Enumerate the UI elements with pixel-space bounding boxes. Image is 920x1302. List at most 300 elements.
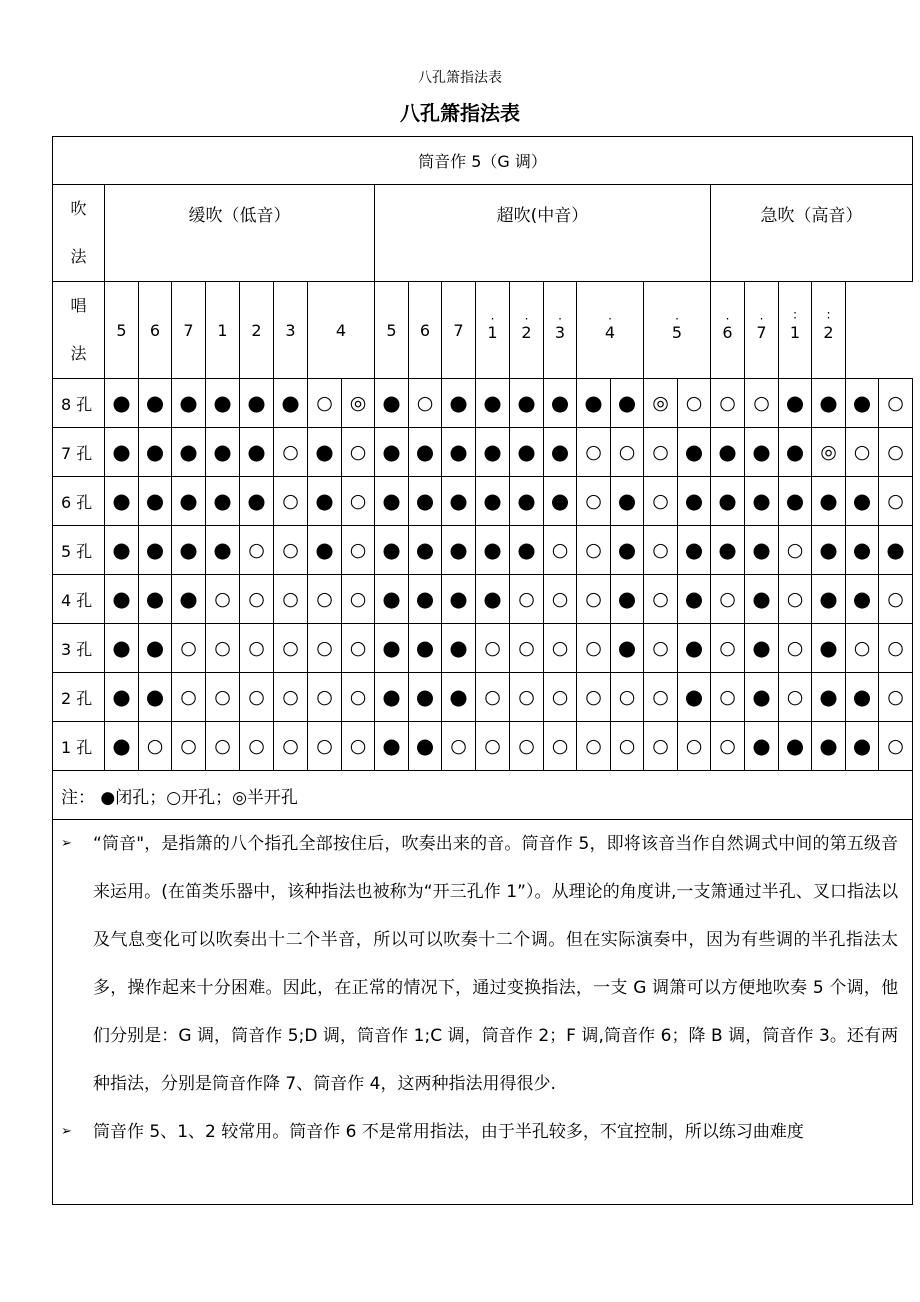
open-hole-icon: ○: [551, 734, 569, 757]
closed-hole-icon: ●: [483, 488, 502, 513]
note-label: 6: [722, 322, 733, 342]
open-hole-icon: ○: [518, 636, 535, 659]
hole-cell: [745, 379, 779, 428]
open-hole-icon: ○: [551, 538, 569, 561]
page-title: 八孔箫指法表: [400, 101, 520, 125]
closed-hole-icon: ●: [483, 439, 502, 464]
hole-cell: [644, 526, 678, 575]
closed-hole-icon: ●: [179, 488, 198, 513]
closed-hole-icon: ●: [145, 439, 165, 464]
open-hole-icon: ○: [753, 391, 770, 414]
hole-cell: [711, 379, 745, 428]
open-hole-icon: ○: [585, 538, 602, 561]
hole-cell: [544, 575, 577, 624]
open-hole-icon: ○: [685, 734, 703, 757]
octave-dot-icon: ·: [608, 311, 612, 326]
closed-hole-icon: ●: [785, 439, 805, 464]
hole-cell: [678, 379, 711, 428]
closed-hole-icon: ●: [449, 586, 468, 611]
hole-cell: [745, 722, 779, 771]
hole-cell: [139, 673, 172, 722]
hole-cell: [308, 624, 342, 673]
hole-cell: [779, 673, 812, 722]
closed-hole-icon: ●: [752, 586, 771, 611]
hole-cell: [544, 673, 577, 722]
explanation-clip: [53, 820, 912, 1204]
hole-cell: [577, 575, 611, 624]
note-header-cell: [544, 282, 577, 379]
hole-cell: [879, 428, 913, 477]
hole-cell: [342, 722, 375, 771]
arrow-bullet-icon: ➢: [61, 836, 72, 851]
open-hole-icon: ○: [652, 734, 669, 757]
closed-hole-icon: ●: [145, 586, 165, 611]
half-open-hole-icon: ◎: [349, 391, 367, 414]
hole-cell: [879, 673, 913, 722]
sing-method-label: [53, 282, 105, 379]
hole-cell: [409, 477, 442, 526]
closed-hole-icon: ●: [112, 488, 131, 513]
hole-cell: [206, 624, 240, 673]
open-hole-icon: ○: [719, 734, 736, 757]
hole-cell: [240, 526, 274, 575]
closed-hole-icon: ●: [785, 390, 805, 415]
closed-hole-icon: ●: [415, 537, 435, 562]
hole-cell: [139, 477, 172, 526]
table-row: [53, 379, 913, 428]
header-small-title: 八孔箫指法表: [418, 70, 502, 86]
closed-hole-icon: ●: [247, 488, 266, 513]
fingering-table: [52, 136, 913, 1205]
hole-cell: [240, 624, 274, 673]
hole-cell: [745, 477, 779, 526]
open-hole-icon: ○: [652, 587, 669, 610]
hole-cell: [711, 477, 745, 526]
hole-cell: [105, 428, 139, 477]
hole-cell: [577, 722, 611, 771]
note-label: 2: [823, 322, 834, 342]
open-hole-icon: ○: [316, 587, 333, 610]
open-hole-icon: ○: [180, 734, 197, 757]
hole-cell: [544, 428, 577, 477]
hole-cell: [711, 428, 745, 477]
open-hole-icon: ○: [282, 636, 299, 659]
hole-cell: [342, 477, 375, 526]
hole-cell: [139, 526, 172, 575]
table-row: [53, 526, 913, 575]
open-hole-icon: ○: [180, 636, 197, 659]
hole-cell: [172, 624, 206, 673]
hole-cell: [476, 673, 510, 722]
closed-hole-icon: ●: [684, 537, 704, 562]
hole-cell: [846, 673, 879, 722]
closed-hole-icon: ●: [213, 439, 232, 464]
hole-cell: [812, 624, 846, 673]
note-label: 6: [149, 320, 161, 340]
open-hole-icon: ○: [282, 440, 299, 463]
closed-hole-icon: ●: [449, 390, 468, 415]
note-header-cell: [745, 282, 779, 379]
closed-hole-icon: ●: [213, 390, 232, 415]
open-hole-icon: ○: [248, 636, 265, 659]
hole-cell: [342, 379, 375, 428]
hole-cell: [139, 624, 172, 673]
hole-cell: [879, 379, 913, 428]
hole-cell: [510, 379, 544, 428]
closed-hole-icon: ●: [145, 684, 165, 709]
table-row: [53, 477, 913, 526]
note-label: 5: [386, 320, 397, 340]
closed-hole-icon: ●: [886, 537, 905, 562]
hole-cell: [846, 526, 879, 575]
closed-hole-icon: ●: [517, 537, 536, 562]
closed-hole-icon: ●: [852, 586, 872, 611]
open-hole-icon: ○: [214, 734, 231, 757]
note-header-cell: [206, 282, 240, 379]
hole-cell: [846, 428, 879, 477]
closed-hole-icon: ●: [449, 684, 468, 709]
hole-cell: [409, 673, 442, 722]
open-hole-icon: ○: [214, 685, 231, 708]
closed-hole-icon: ●: [382, 733, 401, 758]
hole-cell: [442, 379, 476, 428]
closed-hole-icon: ●: [550, 488, 570, 513]
closed-hole-icon: ●: [247, 439, 266, 464]
note-header-cell: [779, 282, 812, 379]
hole-label: 4 孔: [53, 575, 105, 624]
hole-cell: [105, 477, 139, 526]
hole-cell: [476, 624, 510, 673]
blow-label-char: 法: [70, 247, 87, 266]
closed-hole-icon: ●: [112, 390, 131, 415]
closed-hole-icon: ●: [617, 390, 637, 415]
closed-hole-icon: ●: [517, 439, 536, 464]
closed-hole-icon: ●: [179, 439, 198, 464]
hole-cell: [577, 526, 611, 575]
hole-cell: [879, 624, 913, 673]
closed-hole-icon: ●: [213, 537, 232, 562]
closed-hole-icon: ●: [684, 635, 704, 660]
hole-cell: [678, 575, 711, 624]
open-hole-icon: ○: [248, 734, 265, 757]
closed-hole-icon: ●: [819, 390, 838, 415]
closed-hole-icon: ●: [281, 390, 300, 415]
hole-cell: [745, 526, 779, 575]
open-hole-icon: ○: [585, 734, 602, 757]
hole-label: 2 孔: [53, 673, 105, 722]
open-hole-icon: ○: [585, 587, 602, 610]
open-hole-icon: ○: [484, 636, 501, 659]
octave-dot-icon: ·: [759, 311, 764, 326]
hole-cell: [510, 575, 544, 624]
open-hole-icon: ○: [484, 685, 501, 708]
hole-cell: [139, 428, 172, 477]
group-high: 急吹（高音）: [711, 185, 913, 282]
hole-cell: [879, 526, 913, 575]
closed-hole-icon: ●: [483, 586, 502, 611]
hole-cell: [476, 428, 510, 477]
hole-cell: [678, 673, 711, 722]
open-hole-icon: ○: [248, 587, 265, 610]
closed-hole-icon: ●: [145, 635, 165, 660]
open-hole-icon: ○: [518, 685, 535, 708]
hole-cell: [442, 575, 476, 624]
closed-hole-icon: ●: [517, 390, 536, 415]
note-label: 1: [487, 322, 498, 342]
table-row: [53, 428, 913, 477]
hole-cell: [846, 379, 879, 428]
closed-hole-icon: ●: [382, 586, 401, 611]
hole-label: 7 孔: [53, 428, 105, 477]
note-header-cell: [510, 282, 544, 379]
hole-cell: [308, 379, 342, 428]
open-hole-icon: ○: [214, 587, 231, 610]
hole-cell: [644, 673, 678, 722]
open-hole-icon: ○: [652, 685, 669, 708]
open-hole-icon: ○: [282, 489, 299, 512]
octave-dot-icon: ·: [490, 311, 495, 326]
closed-hole-icon: ●: [785, 488, 805, 513]
closed-hole-icon: ●: [112, 586, 131, 611]
octave-dot-icon: ·: [558, 311, 562, 326]
key-title: 筒音作 5（G 调）: [53, 137, 913, 185]
closed-hole-icon: ●: [382, 439, 401, 464]
note-header-cell: [240, 282, 274, 379]
open-hole-icon: ○: [887, 685, 904, 708]
open-hole-icon: ○: [618, 734, 636, 757]
note-header-cell: [139, 282, 172, 379]
hole-cell: [308, 673, 342, 722]
hole-cell: [375, 673, 409, 722]
octave-dot-icon: ·: [675, 311, 679, 326]
note-header-cell: [308, 282, 375, 379]
hole-cell: [779, 722, 812, 771]
half-open-hole-icon: ◎: [652, 391, 669, 414]
closed-hole-icon: ●: [315, 439, 334, 464]
open-hole-icon: ○: [719, 587, 736, 610]
closed-hole-icon: ●: [684, 586, 704, 611]
closed-hole-icon: ●: [449, 537, 468, 562]
open-hole-icon: ○: [853, 440, 871, 463]
hole-cell: [812, 722, 846, 771]
note-label: 7: [756, 322, 767, 342]
hole-cell: [375, 477, 409, 526]
closed-hole-icon: ●: [415, 488, 435, 513]
hole-cell: [409, 379, 442, 428]
hole-cell: [342, 428, 375, 477]
octave-dot-icon: · ·: [826, 305, 831, 325]
hole-cell: [206, 575, 240, 624]
open-hole-icon: ○: [349, 489, 367, 512]
hole-cell: [779, 624, 812, 673]
hole-cell: [745, 624, 779, 673]
closed-hole-icon: ●: [684, 488, 704, 513]
half-open-hole-icon: ◎: [820, 440, 837, 463]
sing-label-char: 法: [70, 344, 87, 363]
hole-cell: [577, 477, 611, 526]
hole-cell: [442, 526, 476, 575]
closed-hole-icon: ●: [179, 537, 198, 562]
open-hole-icon: ○: [349, 587, 367, 610]
note-label: 1: [789, 322, 801, 342]
closed-hole-icon: ●: [852, 488, 872, 513]
closed-hole-icon: ●: [415, 635, 435, 660]
open-hole-icon: ○: [551, 636, 569, 659]
hole-cell: [779, 477, 812, 526]
open-hole-icon: ○: [282, 734, 299, 757]
hole-cell: [206, 526, 240, 575]
open-hole-icon: ○: [316, 636, 333, 659]
hole-cell: [375, 428, 409, 477]
open-hole-icon: ○: [180, 685, 197, 708]
group-low: 缓吹（低音）: [105, 185, 375, 282]
open-hole-icon: ○: [652, 538, 669, 561]
hole-cell: [846, 722, 879, 771]
open-hole-icon: ○: [518, 587, 535, 610]
closed-hole-icon: ●: [617, 586, 637, 611]
hole-cell: [172, 379, 206, 428]
open-hole-icon: ○: [618, 685, 636, 708]
hole-cell: [105, 673, 139, 722]
hole-cell: [544, 526, 577, 575]
hole-cell: [375, 722, 409, 771]
hole-cell: [342, 624, 375, 673]
hole-cell: [510, 526, 544, 575]
closed-hole-icon: ●: [517, 488, 536, 513]
hole-label: 5 孔: [53, 526, 105, 575]
open-hole-icon: ○: [786, 685, 804, 708]
open-hole-icon: ○: [585, 685, 602, 708]
hole-cell: [544, 379, 577, 428]
open-hole-icon: ○: [146, 734, 164, 757]
hole-cell: [678, 428, 711, 477]
hole-cell: [611, 624, 644, 673]
open-hole-icon: ○: [853, 636, 871, 659]
hole-cell: [206, 722, 240, 771]
hole-cell: [342, 673, 375, 722]
note-header-cell: [476, 282, 510, 379]
hole-cell: [678, 722, 711, 771]
closed-hole-icon: ●: [145, 390, 165, 415]
closed-hole-icon: ●: [415, 586, 435, 611]
hole-cell: [172, 673, 206, 722]
hole-cell: [678, 526, 711, 575]
hole-cell: [577, 624, 611, 673]
closed-hole-icon: ●: [617, 488, 637, 513]
note-header-cell: [409, 282, 442, 379]
hole-cell: [105, 526, 139, 575]
note-label: 1: [217, 320, 228, 340]
blow-label-char: 吹: [70, 199, 87, 218]
open-hole-icon: ○: [282, 685, 299, 708]
hole-cell: [308, 477, 342, 526]
hole-cell: [711, 575, 745, 624]
open-hole-icon: ○: [349, 440, 367, 463]
hole-cell: [139, 379, 172, 428]
open-hole-icon: ○: [786, 587, 804, 610]
hole-cell: [240, 722, 274, 771]
hole-cell: [274, 428, 308, 477]
hole-cell: [274, 575, 308, 624]
open-hole-icon: ○: [685, 391, 703, 414]
open-hole-icon: ○: [551, 685, 569, 708]
closed-hole-icon: ●: [752, 488, 771, 513]
hole-cell: [812, 526, 846, 575]
table-row: [53, 575, 913, 624]
hole-cell: [105, 722, 139, 771]
explanation-cell: [53, 820, 913, 1205]
open-hole-icon: ○: [719, 391, 736, 414]
closed-hole-icon: ●: [852, 733, 872, 758]
closed-hole-icon: ●: [617, 537, 637, 562]
open-hole-icon: ○: [652, 440, 669, 463]
open-hole-icon: ○: [416, 391, 434, 414]
closed-hole-icon: ●: [718, 537, 737, 562]
closed-hole-icon: ●: [852, 684, 872, 709]
note-header-cell: [172, 282, 206, 379]
hole-cell: [644, 428, 678, 477]
open-hole-icon: ○: [551, 587, 569, 610]
note-label: 6: [419, 320, 431, 340]
paragraph-2-text: 筒音作 5、1、2 较常用。筒音作 6 不是常用指法，由于半孔较多，不宜控制，所以练习曲难度: [93, 1122, 804, 1142]
hole-cell: [240, 379, 274, 428]
hole-cell: [206, 428, 240, 477]
hole-cell: [678, 477, 711, 526]
open-hole-icon: ○: [484, 734, 501, 757]
hole-cell: [544, 722, 577, 771]
hole-cell: [375, 526, 409, 575]
hole-cell: [442, 722, 476, 771]
closed-hole-icon: ●: [584, 390, 603, 415]
hole-cell: [510, 722, 544, 771]
hole-cell: [274, 526, 308, 575]
closed-hole-icon: ●: [213, 488, 232, 513]
open-hole-icon: ○: [450, 734, 467, 757]
hole-cell: [745, 575, 779, 624]
hole-cell: [711, 624, 745, 673]
hole-cell: [846, 575, 879, 624]
hole-cell: [476, 379, 510, 428]
open-hole-icon: ○: [248, 538, 265, 561]
hole-cell: [544, 477, 577, 526]
note-header-cell: [812, 282, 846, 379]
open-hole-icon: ○: [887, 587, 904, 610]
closed-hole-icon: ●: [382, 635, 401, 660]
closed-hole-icon: ●: [382, 488, 401, 513]
closed-hole-icon: ●: [449, 439, 468, 464]
hole-cell: [172, 575, 206, 624]
open-hole-icon: ○: [349, 734, 367, 757]
closed-hole-icon: ●: [752, 684, 771, 709]
note-header-cell: [644, 282, 711, 379]
closed-hole-icon: ●: [449, 635, 468, 660]
hole-cell: [611, 722, 644, 771]
hole-cell: [206, 477, 240, 526]
closed-hole-icon: ●: [112, 537, 131, 562]
blow-method-label: [53, 185, 105, 282]
note-label: 2: [521, 322, 532, 342]
open-hole-icon: ○: [316, 685, 333, 708]
open-hole-icon: ○: [316, 391, 333, 414]
closed-hole-icon: ●: [382, 684, 401, 709]
open-hole-icon: ○: [316, 734, 333, 757]
open-hole-icon: ○: [887, 636, 904, 659]
hole-cell: [846, 624, 879, 673]
closed-hole-icon: ●: [483, 390, 502, 415]
hole-cell: [308, 722, 342, 771]
octave-dot-icon: ·: [524, 311, 529, 326]
open-hole-icon: ○: [248, 685, 265, 708]
